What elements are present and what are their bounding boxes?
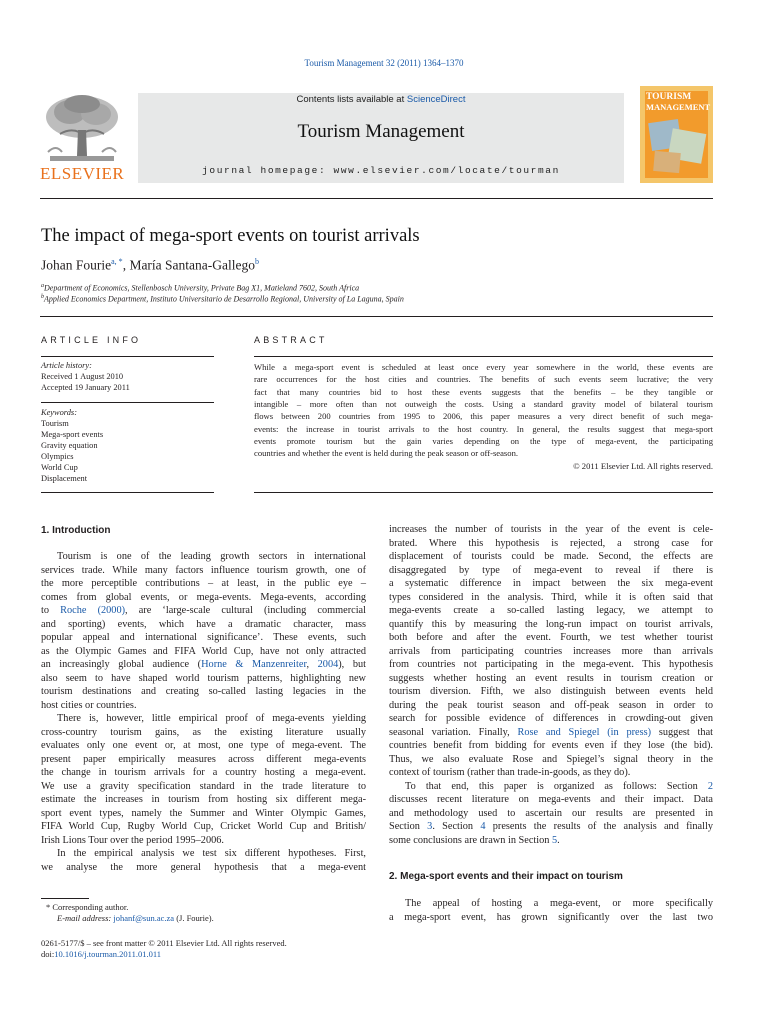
text-line: some conclusions are drawn in Section 5. xyxy=(389,834,560,846)
text-line: In the empirical analysis we test six different hypotheses. First, xyxy=(57,848,366,859)
text-line: evaluates only one event or, at most, one type of mega-event. The xyxy=(41,740,366,751)
text-line: a systematic difference in impact between the six mega-event xyxy=(389,578,713,589)
text-line: Tourism is one of the leading growth sectors in international xyxy=(57,551,366,562)
journal-title: Tourism Management xyxy=(297,121,465,142)
abstract-line: events: the increase in tourist arrivals to the host country. In general, the results suggest that mega-sport xyxy=(254,423,713,434)
left-column xyxy=(41,550,366,874)
article-info-bottom-rule xyxy=(41,492,214,493)
abstract-line: fact that many countries bid to host these events suggests that the benefits – be they tangible or xyxy=(254,386,713,397)
author-affiliation-marker[interactable]: b xyxy=(255,257,260,266)
text-line: as the Olympic Games and FIFA World Cup, have not only attracted xyxy=(41,645,366,657)
text-line: arrivals from participating countries increases more than arrivals xyxy=(389,645,713,657)
keywords-label: Keywords: xyxy=(41,408,77,417)
abstract-rule xyxy=(254,356,713,357)
elsevier-wordmark: ELSEVIER xyxy=(40,164,125,183)
right-column xyxy=(389,523,713,847)
text-line: quantify this by measuring the long-run impact on tourist arrivals, xyxy=(389,618,713,630)
paragraph xyxy=(389,523,713,780)
text-line: and sporting) events, which have a dramatic character, mass xyxy=(41,618,366,630)
issn-line: 0261-5177/$ – see front matter © 2011 Elsevier Ltd. All rights reserved. xyxy=(41,938,287,948)
section-1-heading: 1. Introduction xyxy=(41,525,111,536)
email-link[interactable]: johanf@sun.ac.za xyxy=(113,913,175,923)
text-line: There is, however, little empirical proof of mega-events yielding xyxy=(57,713,366,724)
author-line: Johan Fourie$^{a, *}$, María Santana-Gallego$^b$ xyxy=(41,257,260,273)
text-line: from countries not participating in the mega-event. This hypothesis xyxy=(389,659,713,670)
section-2-text xyxy=(389,897,713,924)
abstract-line: countries and whether the event is held during the peak season or off-season. xyxy=(254,448,519,459)
text-line: estimate the increases in tourism from hosting six different mega- xyxy=(41,794,366,805)
section-link[interactable]: 4 xyxy=(480,821,486,832)
text-line: displacement of tourists could be made. Second, the effects are xyxy=(389,551,713,562)
abstract-copyright: © 2011 Elsevier Ltd. All rights reserved. xyxy=(573,460,713,471)
doi-line: doi:10.1016/j.tourman.2011.01.011 xyxy=(41,949,162,959)
article-info-heading: ARTICLE INFO xyxy=(41,335,142,345)
text-line: Section 3. Section 4 presents the results of the analysis and finally xyxy=(389,821,713,832)
keywords-block xyxy=(41,407,214,484)
doi-link[interactable]: 10.1016/j.tourman.2011.01.011 xyxy=(54,949,162,959)
article-info-rule xyxy=(41,356,214,357)
text-line: tourism diversion. Fifth, we also distinguish between events held xyxy=(389,686,713,697)
title-rule xyxy=(40,316,713,317)
text-line: types considered in the analysis. Third, while it is often said that xyxy=(389,591,713,603)
abstract-text xyxy=(254,361,713,472)
paragraph xyxy=(389,780,713,848)
citation-link[interactable]: Roche (2000) xyxy=(60,605,126,616)
text-line: comes from global events, or mega-events. Mega-events, according xyxy=(41,591,366,603)
elsevier-logo xyxy=(40,92,124,184)
text-line: Thus, we also evaluate Rose and Spiegel’s signal theory in the xyxy=(389,753,713,765)
cover-title-line2: MANAGEMENT xyxy=(646,102,711,112)
text-line: also seem to have shaped world tourism patterns, highlighting new xyxy=(41,672,366,684)
text-line: and methodology used to ascertain our results are presented in xyxy=(389,807,713,819)
keyword: Olympics xyxy=(41,452,74,461)
text-line: discusses recent literature on mega-events and their impact. Data xyxy=(389,794,713,805)
section-link[interactable]: 5 xyxy=(552,834,558,846)
text-line: increases the number of tourists in the year of the event is cele- xyxy=(389,524,713,535)
article-history-label: Article history: xyxy=(41,361,92,370)
text-line: search for possible evidence of differences in crowding-out given xyxy=(389,713,713,724)
keyword: World Cup xyxy=(41,463,78,472)
author-affiliation-marker[interactable]: a, * xyxy=(111,257,123,266)
text-line: tourism destinations and creating so-called lasting legacies in the xyxy=(41,686,366,697)
text-line: during the peak tourist season and off-peak season in order to xyxy=(389,699,713,711)
text-line: The appeal of hosting a mega-event, or more specifically xyxy=(405,898,713,909)
accepted-date: Accepted 19 January 2011 xyxy=(41,383,130,392)
contents-available-line: Contents lists available at ScienceDirect xyxy=(296,94,466,105)
abstract-line: events promote tourism but the gain varies depending on the type of mega-event, the participating xyxy=(254,436,713,447)
text-line: an increasingly global audience (Horne & Manzenreiter, 2004), but xyxy=(41,659,366,670)
received-date: Received 1 August 2010 xyxy=(41,372,124,381)
sciencedirect-link[interactable]: ScienceDirect xyxy=(406,94,466,105)
citation-link[interactable]: Rose and Spiegel (in press) xyxy=(517,726,652,738)
text-line: Irish Lions Tour over the period 1995–2006. xyxy=(41,834,224,846)
paragraph xyxy=(41,847,366,874)
journal-citation[interactable]: Tourism Management 32 (2011) 1364–1370 xyxy=(304,58,464,68)
cover-title-line1: TOURISM xyxy=(646,92,692,102)
text-line: disaggregated by type of mega-event to reveal if there is xyxy=(389,564,713,576)
text-line: brated. Where this hypothesis is rejected, a strong case for xyxy=(389,537,713,549)
keyword: Tourism xyxy=(41,419,69,428)
article-title: The impact of mega-sport events on tourist arrivals xyxy=(41,226,420,246)
text-line: host cities or countries. xyxy=(41,699,137,711)
header-rule xyxy=(40,198,713,199)
keyword: Displacement xyxy=(41,474,88,483)
text-line: suggests whether hosting an event results in tourism creation or xyxy=(389,672,713,684)
abstract-bottom-rule xyxy=(254,492,713,493)
abstract-line: intangible – more often than not outweigh the costs. Using a standard gravity model of bilateral tourism xyxy=(254,399,713,410)
text-line: mega-events create a so-called lasting legacy, we attempt to xyxy=(389,605,713,616)
text-line: to Roche (2000), are ‘large-scale cultural (including commercial xyxy=(41,605,366,616)
text-line: seasonal variation. Finally, Rose and Spiegel (in press) suggest that xyxy=(389,726,713,738)
author-name: Johan Fourie xyxy=(41,257,112,273)
text-line: the more perceptible contributions – at least, in the public eye – xyxy=(41,578,366,589)
keyword: Gravity equation xyxy=(41,441,98,450)
text-line: sport event types, namely the Summer and Winter Olympic Games, xyxy=(41,807,366,819)
text-line: both before and after the event. Fourth, we test whether tourist xyxy=(389,632,713,643)
text-line: we analyse the more general hypothesis that a mega-event xyxy=(41,861,366,873)
journal-homepage[interactable]: journal homepage: www.elsevier.com/locate/tourman xyxy=(202,165,560,176)
text-line: To that end, this paper is organized as follows: Section 2 xyxy=(405,780,713,792)
affiliation-a: $^a$Department of Economics, Stellenbosch University, Private Bag X1, Matieland 7602, South Africa xyxy=(41,283,360,293)
paragraph xyxy=(41,550,366,712)
text-line: context of tourism (rather than trade-in-goods, as they do). xyxy=(389,767,631,778)
keyword: Mega-sport events xyxy=(41,430,104,439)
abstract-heading: ABSTRACT xyxy=(254,335,328,345)
corresponding-author-note: * Corresponding author. xyxy=(46,902,129,912)
citation-link[interactable]: Horne & Manzenreiter xyxy=(201,659,307,670)
text-line: FIFA World Cup, Rugby World Cup, Cricket World Cup and British/ xyxy=(41,821,366,832)
section-2-heading: 2. Mega-sport events and their impact on tourism xyxy=(389,871,623,882)
text-line: present paper empirically measures across different mega-events xyxy=(41,753,366,765)
text-line: cross-country tourism gains, as the existing literature usually xyxy=(41,726,366,738)
journal-banner xyxy=(138,93,624,183)
text-line: countries benefit from bidding for events even if they lose (the bid). xyxy=(389,740,713,751)
text-line: popular appeal and international significance’. These events, such xyxy=(41,632,366,643)
abstract-line: rare occurrences for the host cities and countries. The benefits of such events seem lucrative; the very xyxy=(254,374,713,385)
section-link[interactable]: 3 xyxy=(427,821,433,832)
section-link[interactable]: 2 xyxy=(707,780,713,792)
abstract-line: flows between 200 countries from 1995 to 2006, this paper measures a very direct benefit of such mega- xyxy=(254,411,713,422)
affiliation-b: $^b$Applied Economics Department, Instituto Universitario de Desarrollo Regional, University of La Laguna, Spain xyxy=(41,294,404,304)
email-note: E-mail address: johanf@sun.ac.za (J. Fourie). xyxy=(57,913,214,923)
author-name: María Santana-Gallego xyxy=(129,257,256,273)
keywords-rule xyxy=(41,402,214,403)
paragraph xyxy=(41,712,366,847)
text-line: We use a gravity specification standard in the trade literature to xyxy=(41,780,366,792)
text-line: a mega-sport event, has grown significantly over the last two xyxy=(389,911,713,923)
citation-link[interactable]: 2004 xyxy=(317,659,339,670)
asterisk-marker: * xyxy=(46,902,53,912)
text-line: the change in tourism arrivals for a country hosting a mega-event. xyxy=(41,767,366,778)
journal-cover-thumbnail xyxy=(640,86,713,183)
text-line: services trade. While many factors influence tourism growth, one of xyxy=(41,564,366,576)
abstract-line: While a mega-sport event is scheduled at least once every year somewhere in the world, these events are xyxy=(254,362,713,372)
footnote-rule xyxy=(41,898,89,899)
article-history xyxy=(41,360,214,393)
